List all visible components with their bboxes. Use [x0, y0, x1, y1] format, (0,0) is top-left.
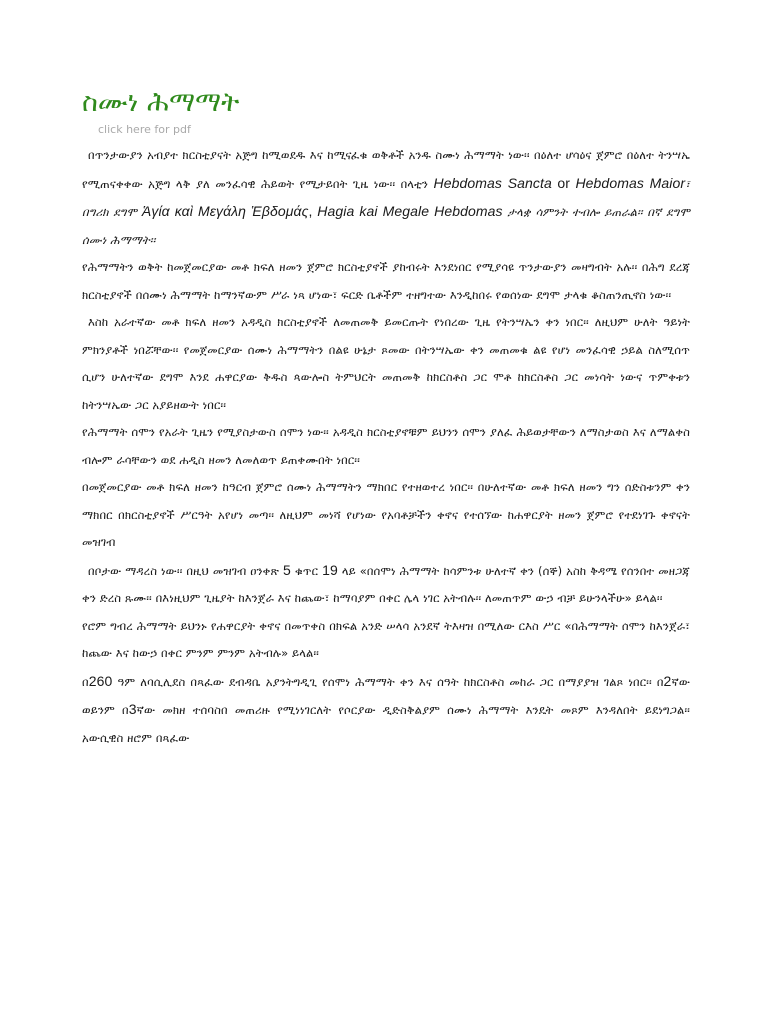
p6-text-c: ላይ «በሰሞነ ሕማማት ከሳምንቱ ሁለተኛ ቀን (ሰኞ) አስከ ቅዳሜ የሰንበተ መዘጋጃ ቀን ድረስ ጹሙ፡፡ በእነዚህም ጊዜያት ከእንጀራ እና ከጨው፣ ከማባያም በቀር ሌላ ነገር አትብሉ፡፡ ለመጠጥም ውኃ ብቻ ይሁንላችሁ» ይላል፡፡ [82, 563, 690, 605]
document-page [82, 84, 690, 752]
p8-text-d: ኛው መክዘ ተሰባስበ መጠሪዙ የሚነነገርለት የሶርያው ዲድስቅልያም ሰሙነ ሕማማት እንዴት መጾም እንዳለበት ይደነግጋል፡፡ አውሲዊስ ዘሮም በጻፈው [82, 703, 690, 745]
p1-text-a: በጥንታውያን አብያተ ክርስቲያናት አጅግ ከሚወደዱ እና ከሚናፈቁ ወቅቶች አንዱ ስሙነ ሕማማት ነው፡፡ በዕለተ ሆሳዕና ጀምሮ በዕለተ ትንሣኤ የሚጠናቀቀው አጅግ ላቅ ያለ መንፈሳዊ ሕይወት የሚታይበት ጊዜ ነው፡፡ በላቲን [82, 148, 690, 191]
paragraph-1 [82, 142, 690, 254]
p8-text-b: ዓም ለባሲሊደስ በጻፈው ደብዳቤ አያንትግዲጊ የሰሞነ ሕማማት ቀን እና ሰዓት ከክርስቶስ መከራ ጋር በማያያዝ ገልጾ ነበር፡፡ በ [117, 674, 664, 689]
p6-number-2: 19 [322, 561, 338, 578]
p8-text-c: ኛው ወይንም በ [82, 674, 690, 717]
p1-latin-term-3: Hagia kai Megale Hebdomas [317, 203, 503, 219]
pdf-download-link[interactable]: click here for pdf [98, 123, 191, 136]
p1-comma: , [308, 203, 313, 219]
p6-text-b: ቁጥር [294, 563, 319, 578]
p1-greek-term: Ἁγία καὶ Μεγάλη Ἑβδομάς [141, 203, 309, 219]
p1-or: or [557, 174, 570, 191]
paragraph-2: የሕማማትን ወቅት ከመጀመርያው መቶ ክፍለ ዘመን ጀምሮ ክርስቲያኖች ያከብሩት እንደነበር የሚያሳዩ ጥንታውያን መዛግብት አሉ፡፡ በሕግ ደረጃ ክርስቲያኖች በሰሙነ ሕማማት ከማንኛውም ሥራ ነጻ ሆነው፣ ፍርድ ቤቶችም ተዘግተው እንዲከበሩ የወሰነው ደግሞ ታላቁ ቆስጠንጢኖስ ነው፡፡ [82, 260, 690, 302]
p8-text-a: በ [82, 674, 89, 689]
p1-latin-term-2: Hebdomas Maior [575, 174, 686, 191]
p8-number-1: 260 [88, 672, 113, 689]
paragraph-5: በመጀመርያው መቶ ክፍለ ዘመን ከዓርብ ጀምሮ ሰሙነ ሕማማትን ማክበር የተዘወተረ ነበር፡፡ በሁለተኛው መቶ ክፍለ ዘመን ግን ሰድስቱንም ቀን ማክበር በክርስቲያኖች ሥርዓት አየሆነ መጣ፡፡ ለዚህም መነሻ የሆነው የአባቶቻችን ቀኖና የተሰኘው ከሐዋርያት ዘመን ጀምሮ የተደነገጉ ቀኖናት መዝገብ [82, 480, 690, 549]
p1-latin-term-1: Hebdomas Sancta [433, 174, 552, 191]
p6-number-1: 5 [283, 561, 291, 578]
p1-greek-intro: ፣ በግሪክ ደግሞ [82, 176, 690, 219]
paragraph-6 [82, 557, 690, 613]
article-body [82, 142, 690, 752]
paragraph-8 [82, 668, 690, 753]
p8-number-3: 3 [128, 701, 137, 717]
paragraph-4: የሕማማት ሰሞን የአራት ጊዜን የሚያስታውስ ሰሞን ነው፡፡ አዳዲስ ክርስቲያኖቹም ይህንን ሰሞን ያለፈ ሕይወታቸውን ለማስታወስ እና ለማልቀስ ብሎም ራሳቸውን ወደ ሐዲስ ዘመን ለመለወጥ ይጠቀሙበት ነበር፡፡ [82, 425, 690, 467]
paragraph-3: እስከ አራተኛው መቶ ክፍለ ዘመን አዳዲስ ክርስቲያኖች ለመጠመቅ ይመርጡት የነበረው ጊዜ የትንሣኤን ቀን ነበር፡፡ ለዚህም ሁለት ዓይነት ምክንያቶች ነበሯቸው፡፡ የመጀመርያው ሰሙነ ሕማማትን በልዩ ሁኔታ ጾመው በትንሣኤው ቀን መጠመቁ ልዩ የሆነ መንፈሳዊ ኃይል ስለሚሰጥ ሲሆን ሁለተኛው ደግሞ እንደ ሐዋርያው ቅዱስ ጳውሎስ ትምህርት መጠመቅ ከክርስቶስ ጋር ሞቶ ከክርስቶስ ጋር መነሳት ነውና ጥምቀቱን ከትንሣኤው ጋር አያይዘውት ነበር፡፡ [82, 315, 690, 412]
paragraph-7: የሮም ግብረ ሕማማት ይህንኑ የሐዋርያት ቀኖና በመጥቀስ በክፍል አንድ ሠላሳ አንደኛ ትእዛዝ በሚለው ርእስ ሥር «በሕማማት ሰሞን ከእንጀራ፣ ከጨው እና ከውኃ በቀር ምንም ምንም አትብሉ» ይላል፡፡ [82, 618, 690, 660]
p6-text-a: በቦታው ማዳረስ ነው፡፡ በዚህ መዝገብ ዐንቀጽ [88, 563, 280, 578]
p8-number-2: 2 [663, 672, 672, 689]
p1-text-b: ታላቋ ሳምንት ተብሎ ይጠራል፡፡ በኛ ደግሞ ሰሙነ ሕማማት፡፡ [82, 205, 690, 247]
page-title: ስሙነ ሕማማት [82, 87, 240, 118]
